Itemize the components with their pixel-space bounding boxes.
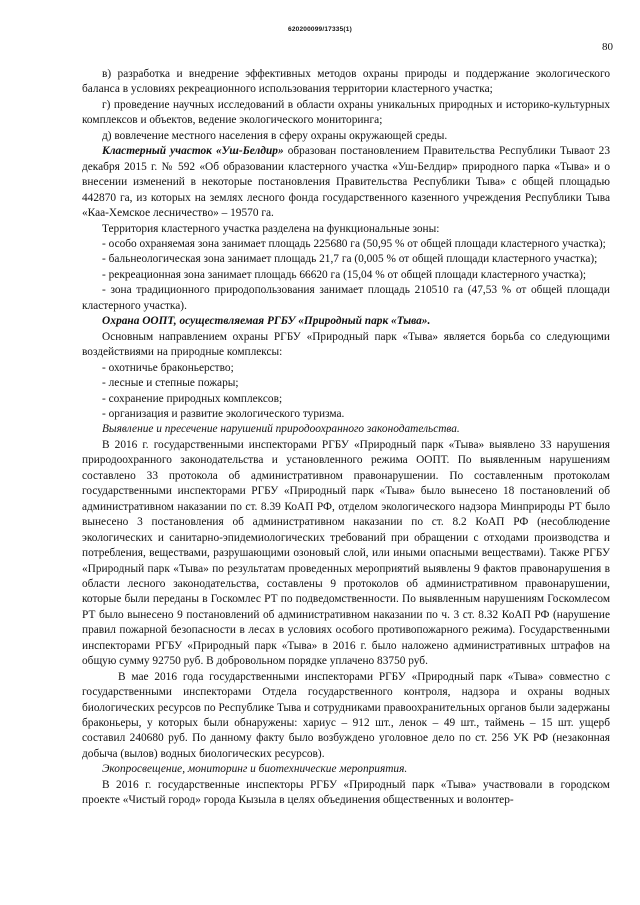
zone-balneological: - бальнеологическая зона занимает площадь 21,7 га (0,005 % от общей площади кластерного участка); <box>102 253 598 266</box>
list-item-g: г) проведение научных исследований в области охраны уникальных природных и историко-культурных комплексов и объектов, ведение экологического мониторинга; <box>82 98 610 127</box>
document-id: 620200099/17335(1) <box>288 26 352 33</box>
list-item-d: д) вовлечение местного населения в сферу охраны окружающей среды. <box>102 129 448 142</box>
protection-intro: Основным направлением охраны РГБУ «Природный парк «Тыва» является борьба со следующими воздействиями на природные комплексы: <box>82 330 610 359</box>
section-heading-protection: Охрана ООПТ, осуществляемая РГБУ «Природный парк «Тыва». <box>102 315 431 328</box>
subheading-violations: Выявление и пресечение нарушений природоохранного законодательства. <box>102 423 460 436</box>
violations-paragraph: В 2016 г. государственными инспекторами РГБУ «Природный парк «Тыва» выявлено 33 нарушения природоохранного законодательства и установленного режима ООПТ. По выявленным нарушениям составлено 33 протокола об административном правонарушении. По составленным протоколам государственными инспекторами РГБУ «Природный парк «Тыва» было вынесено 18 постановлений об административном наказании по ст. 8.39 КоАП РФ, отделом экологического надзора Минприроды РТ было вынесено 3 постановления об административном наказании по ст. 8.2 КоАП РФ (несоблюдение экологических и санитарно-эпидемиологических требований при обращении с отходами производства и потребления, веществами, разрушающими озоновый слой, или иными опасными веществами). Также РГБУ «Природный парк «Тыва» по результатам проведенных мероприятий выявлены 9 фактов правонарушения в области лесного законодательства, составлены 9 протоколов об административном правонарушении, которые были переданы в Госкомлес РТ по подведомственности. По выявленным нарушениям Госкомлесом РТ было вынесено 9 постановлений об административном наказании по ч. 3 ст. 8.32 КоАП РФ (нарушение правил пожарной безопасности в лесах в условиях особого противопожарного режима). Государственными инспекторами РГБУ «Природный парк «Тыва» в 2016 г. было наложено административных штрафов на общую сумму 92750 руб. В добровольном порядке уплачено 83750 руб. <box>82 438 610 668</box>
poachers-paragraph: В мае 2016 года государственными инспекторами РГБУ «Природный парк «Тыва» совместно с государственными инспекторами Отдела государственного контроля, надзора и охраны водных биологических ресурсов по Республике Тыва и сотрудниками правоохранительных органов были задержаны браконьеры, у которых были обнаружены: хариус – 912 шт., ленок – 49 шт., таймень – 15 шт. ущерб составил 240680 руб. По данному факту было возбуждено уголовное дело по ст. 256 УК РФ (незаконная добыча (вылов) водных биологических ресурсов). <box>82 670 610 760</box>
subheading-ecoeducation: Экопросвещение, мониторинг и биотехнические мероприятия. <box>102 763 408 776</box>
cluster-paragraph <box>82 144 610 221</box>
document-body <box>82 67 610 809</box>
page-number: 80 <box>602 41 613 53</box>
impact-poaching: - охотничье браконьерство; <box>102 361 234 374</box>
cluster-heading: Кластерный участок «Уш-Белдир» <box>102 145 284 158</box>
impact-conservation: - сохранение природных комплексов; <box>102 392 283 405</box>
zones-intro: Территория кластерного участка разделена на функциональные зоны: <box>102 222 440 235</box>
zone-protected: - особо охраняемая зона занимает площадь 225680 га (50,95 % от общей площади кластерного участка); <box>102 237 606 250</box>
cluster-text: образован постановлением Правительства Республики Тываот 23 декабря 2015 г. № 592 «Об образовании кластерного участка «Уш-Белдир» природного парка «Тыва» и о внесении изменений в некоторые постановления Правительства Республики Тыва» с общей площадью 442870 га, из которых на землях лесного фонда государственного казенного учреждения Республики Тыва «Каа-Хемское лесничество» – 19570 га. <box>82 145 610 220</box>
impact-fires: - лесные и степные пожары; <box>102 377 239 390</box>
zone-recreational: - рекреационная зона занимает площадь 66620 га (15,04 % от общей площади кластерного участка); <box>102 268 587 281</box>
clean-city-paragraph: В 2016 г. государственные инспекторы РГБУ «Природный парк «Тыва» участвовали в городском проекте «Чистый город» города Кызыла в целях объединения общественных и волонтер- <box>82 778 610 807</box>
impact-tourism: - организация и развитие экологического туризма. <box>102 407 345 420</box>
zone-traditional: - зона традиционного природопользования занимает площадь 210510 га (47,53 % от общей площади кластерного участка). <box>82 284 610 312</box>
list-item-v: в) разработка и внедрение эффективных методов охраны природы и поддержание экологического баланса в условиях рекреационного использования территории кластерного участка; <box>82 68 610 96</box>
